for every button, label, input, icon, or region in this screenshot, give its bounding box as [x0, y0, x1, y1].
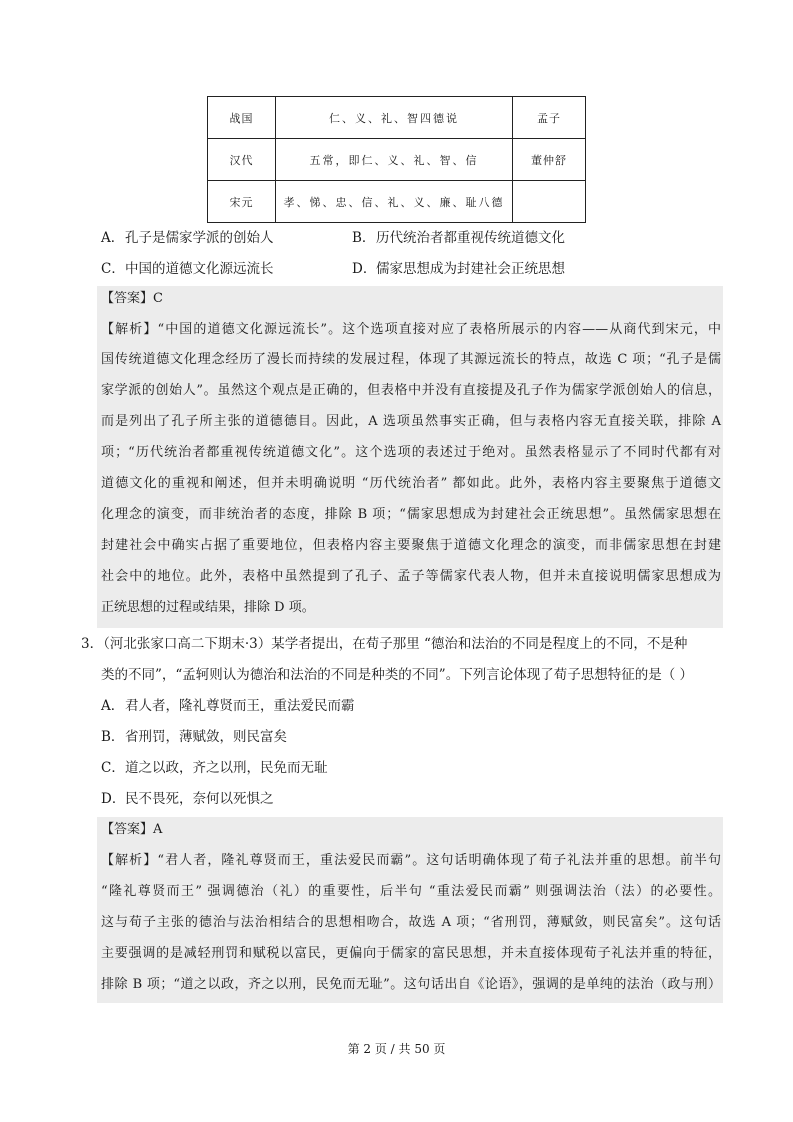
option-a: A．孔子是儒家学派的创始人: [101, 230, 274, 246]
analysis-line: 项；“历代统治者都重视传统道德文化”。这个选项的表述过于绝对。虽然表格显示了不同时代都有对: [101, 445, 721, 460]
table-cell-content: 仁、义、礼、智四德说: [276, 97, 513, 139]
analysis-line: 社会中的地位。此外，表格中虽然提到了孔子、孟子等儒家代表人物，但并未直接说明儒家思想成为: [101, 569, 721, 584]
analysis-line: 排除 B 项；“道之以政，齐之以刑，民免而无耻”。这句话出自《论语》，强调的是单纯的法治（政与刑）: [101, 977, 721, 992]
analysis-line: 化理念的演变，而非统治者的态度，排除 B 项；“儒家思想成为封建社会正统思想”。虽然儒家思想在: [101, 507, 721, 522]
table-cell-era: 汉代: [208, 139, 276, 181]
option-d: D．民不畏死，奈何以死惧之: [101, 791, 274, 807]
ethics-table: [207, 96, 586, 223]
analysis-line: 封建社会中确实占据了重要地位，但表格内容主要聚焦于道德文化理念的演变，而非儒家思想在封建: [101, 538, 721, 553]
option-c: C．中国的道德文化源远流长: [101, 261, 274, 277]
question-stem: 3．（河北张家口高二下期末·3）某学者提出，在荀子那里 “德治和法治的不同是程度上的不同，不是种: [81, 636, 688, 652]
question-stem: 类的不同”，“孟轲则认为德治和法治的不同是种类的不同”。下列言论体现了荀子思想特征的是（ ）: [101, 667, 693, 683]
table-cell-era: 战国: [208, 97, 276, 139]
option-a: A．君人者，隆礼尊贤而王，重法爱民而霸: [101, 698, 355, 714]
analysis-line: 家学派的创始人”。虽然这个观点是正确的，但表格中并没有直接提及孔子作为儒家学派创始人的信息，: [101, 383, 721, 398]
table-cell-era: 宋元: [208, 181, 276, 223]
analysis-line: 【解析】“中国的道德文化源远流长”。这个选项直接对应了表格所展示的内容——从商代到宋元，中: [101, 322, 721, 337]
table-cell-person: 孟子: [513, 97, 586, 139]
answer-label: 【答案】A: [101, 822, 163, 837]
table-row: [208, 181, 586, 223]
table-cell-person: [513, 181, 586, 223]
table-row: [208, 97, 586, 139]
answer-label: 【答案】C: [101, 291, 163, 306]
option-b: B．省刑罚，薄赋敛，则民富矣: [101, 729, 287, 745]
option-d: D．儒家思想成为封建社会正统思想: [352, 261, 565, 277]
page-footer: 第 2 页 / 共 50 页: [347, 1042, 446, 1056]
analysis-line: 而是列出了孔子所主张的道德德目。因此，A 选项虽然事实正确，但与表格内容无直接关联，排除 A: [101, 414, 721, 429]
analysis-line: 这与荀子主张的德治与法治相结合的思想相吻合，故选 A 项；“省刑罚，薄赋敛，则民富矣”。这句话: [101, 915, 721, 930]
table-row: [208, 139, 586, 181]
option-b: B．历代统治者都重视传统道德文化: [352, 230, 565, 246]
table-cell-person: 董仲舒: [513, 139, 586, 181]
option-c: C．道之以政，齐之以刑，民免而无耻: [101, 760, 328, 776]
analysis-line: “隆礼尊贤而王” 强调德治（礼）的重要性，后半句 “重法爱民而霸” 则强调法治（法）的必要性。: [101, 884, 721, 899]
analysis-line: 正统思想的过程或结果，排除 D 项。: [101, 600, 315, 615]
analysis-line: 道德文化的重视和阐述，但并未明确说明 “历代统治者” 都如此。此外，表格内容主要聚焦于道德文: [101, 476, 721, 491]
analysis-line: 【解析】“君人者，隆礼尊贤而王，重法爱民而霸”。这句话明确体现了荀子礼法并重的思想。前半句: [101, 853, 721, 868]
analysis-line: 主要强调的是减轻刑罚和赋税以富民，更偏向于儒家的富民思想，并未直接体现荀子礼法并重的特征，: [101, 946, 721, 961]
analysis-line: 国传统道德文化理念经历了漫长而持续的发展过程，体现了其源远流长的特点，故选 C 项；“孔子是儒: [101, 352, 721, 367]
table-cell-content: 孝、悌、忠、信、礼、义、廉、耻八德: [276, 181, 513, 223]
table-cell-content: 五常，即仁、义、礼、智、信: [276, 139, 513, 181]
